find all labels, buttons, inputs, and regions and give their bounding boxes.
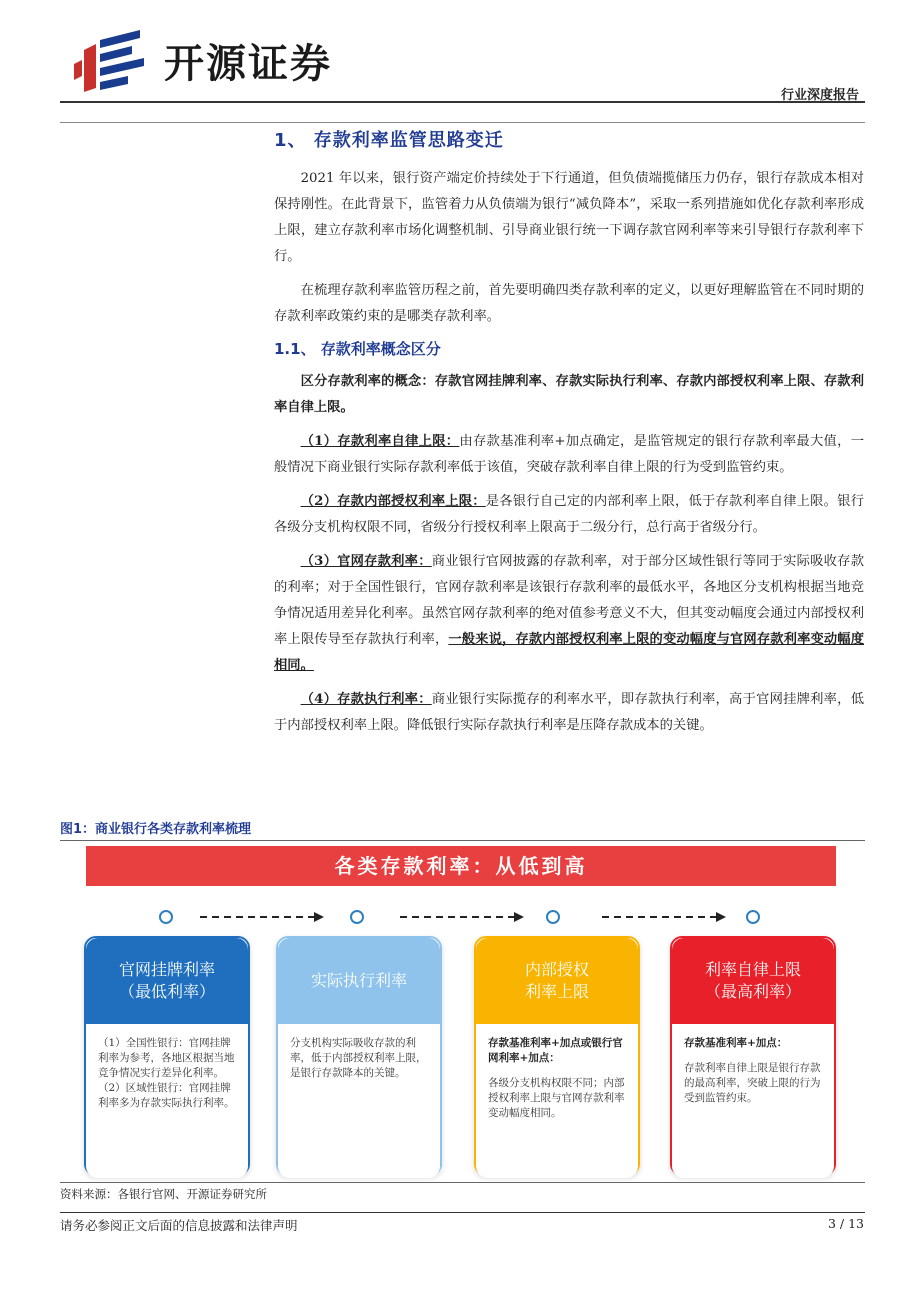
definition-emphasis: 一般来说，存款内部授权利率上限的变动幅度与官网存款利率变动幅度相同。	[274, 632, 865, 673]
definition-item	[274, 489, 864, 541]
rate-card-text: 分支机构实际吸收存款的利率，低于内部授权利率上限，是银行存款降本的关键。	[290, 1037, 427, 1079]
rate-card-text: 各级分支机构权限不同；内部授权利率上限与官网存款利率变动幅度相同。	[488, 1077, 625, 1119]
definition-label: （4）存款执行利率：	[300, 692, 432, 707]
header-divider-thin	[60, 122, 865, 123]
rate-card-text: （1）全国性银行：官网挂牌利率为参考，各地区根据当地竞争情况实行差异化利率。	[98, 1037, 235, 1079]
rate-card-header	[476, 938, 638, 1024]
rate-card	[276, 936, 442, 1176]
definition-text: 是各银行自己定的内部利率上限，低于存款利率自律上限。银行各级分支机构权限不同，省级分行授权利率上限高于二级分行，总行高于省级分行。	[274, 494, 864, 535]
rate-card-formula: 存款基准利率+加点：	[684, 1037, 788, 1049]
figure-top-rule	[60, 840, 865, 841]
rate-card-subtitle: （最高利率）	[704, 982, 801, 1001]
subsection-heading: 1.1、 存款利率概念区分	[274, 340, 441, 358]
timeline-node-4	[746, 910, 760, 924]
definition-label: （3）官网存款利率：	[300, 554, 432, 569]
rate-card	[474, 936, 640, 1176]
main-content	[274, 126, 864, 747]
rate-card-subtitle: （最低利率）	[118, 982, 215, 1001]
figure-title: 图1：商业银行各类存款利率梳理	[60, 822, 252, 837]
paragraph: 在梳理存款利率监管历程之前，首先要明确四类存款利率的定义，以更好理解监管在不同时期的存款利率政策约束的是哪类存款利率。	[274, 283, 864, 324]
rate-card-title: 官网挂牌利率	[118, 960, 215, 979]
section-heading: 1、 存款利率监管思路变迁	[274, 130, 504, 151]
rate-card-text: （2）区域性银行：官网挂牌利率多为存款实际执行利率。	[98, 1082, 235, 1109]
definition-item	[274, 687, 864, 739]
footer-divider	[60, 1212, 865, 1213]
timeline-node-3	[546, 910, 560, 924]
definition-text: 商业银行实际揽存的利率水平，即存款执行利率，高于官网挂牌利率，低于内部授权利率上限。降低银行实际存款执行利率是压降存款成本的关键。	[274, 692, 864, 733]
definition-label: （2）存款内部授权利率上限：	[300, 494, 486, 509]
dashed-arrow-icon	[400, 911, 525, 923]
figure-source: 资料来源：各银行官网、开源证券研究所	[60, 1187, 267, 1201]
definition-text: 由存款基准利率+加点确定，是监管规定的银行存款利率最大值，一般情况下商业银行实际存款利率低于该值，突破存款利率自律上限的行为受到监管约束。	[274, 434, 864, 475]
kaiyuan-logo-icon	[74, 30, 154, 94]
definition-text: 商业银行官网披露的存款利率，对于部分区域性银行等同于实际吸收存款的利率；对于全国性银行，官网存款利率是该银行存款利率的最低水平，各地区分支机构根据当地竞争情况适用差异化利率。虽然官网存款利率的绝对值参考意义不大，但其变动幅度会通过内部授权利率上限传导至存款执行利率，	[274, 554, 864, 647]
rate-card-body	[86, 1024, 248, 1178]
rate-card-title: 内部授权	[524, 960, 589, 979]
rate-card	[670, 936, 836, 1176]
rate-card-title: 利率自律上限	[704, 960, 801, 979]
report-type: 行业深度报告	[780, 88, 859, 103]
definition-item	[274, 429, 864, 481]
footer-disclaimer: 请务必参阅正文后面的信息披露和法律声明	[60, 1218, 298, 1233]
rate-card-formula: 存款基准利率+加点或银行官网利率+加点：	[488, 1037, 623, 1064]
page-header	[60, 18, 865, 104]
brand-name: 开源证券	[164, 41, 332, 87]
rate-card-title: 实际执行利率	[310, 971, 407, 990]
definition-item	[274, 549, 864, 679]
rate-card-text: 存款利率自律上限是银行存款的最高利率，突破上限的行为受到监管约束。	[684, 1062, 821, 1104]
timeline-node-2	[350, 910, 364, 924]
timeline-node-1	[159, 910, 173, 924]
dashed-arrow-icon	[602, 911, 727, 923]
paragraph: 2021 年以来，银行资产端定价持续处于下行通道，但负债端揽储压力仍存，银行存款成本相对保持刚性。在此背景下，监管着力从负债端为银行“减负降本”，采取一系列措施如优化存款利率形成上限，建立存款利率市场化调整机制、引导商业银行统一下调存款官网利率等来引导银行存款利率下行。	[274, 171, 864, 264]
rate-card	[84, 936, 250, 1176]
rate-card-header	[86, 938, 248, 1024]
figure-banner: 各类存款利率：从低到高	[86, 846, 836, 886]
rate-card-header	[672, 938, 834, 1024]
rate-card-header	[278, 938, 440, 1024]
definition-label: （1）存款利率自律上限：	[300, 434, 460, 449]
rate-card-body	[278, 1024, 440, 1178]
paragraph-bold: 区分存款利率的概念：存款官网挂牌利率、存款实际执行利率、存款内部授权利率上限、存款利率自律上限。	[274, 374, 864, 415]
figure-bottom-rule	[60, 1182, 865, 1183]
rate-card-body	[672, 1024, 834, 1178]
rate-card-subtitle: 利率上限	[524, 982, 589, 1001]
rate-card-body	[476, 1024, 638, 1178]
header-divider	[60, 101, 865, 103]
page-number: 3 / 13	[827, 1216, 864, 1231]
dashed-arrow-icon	[200, 911, 325, 923]
